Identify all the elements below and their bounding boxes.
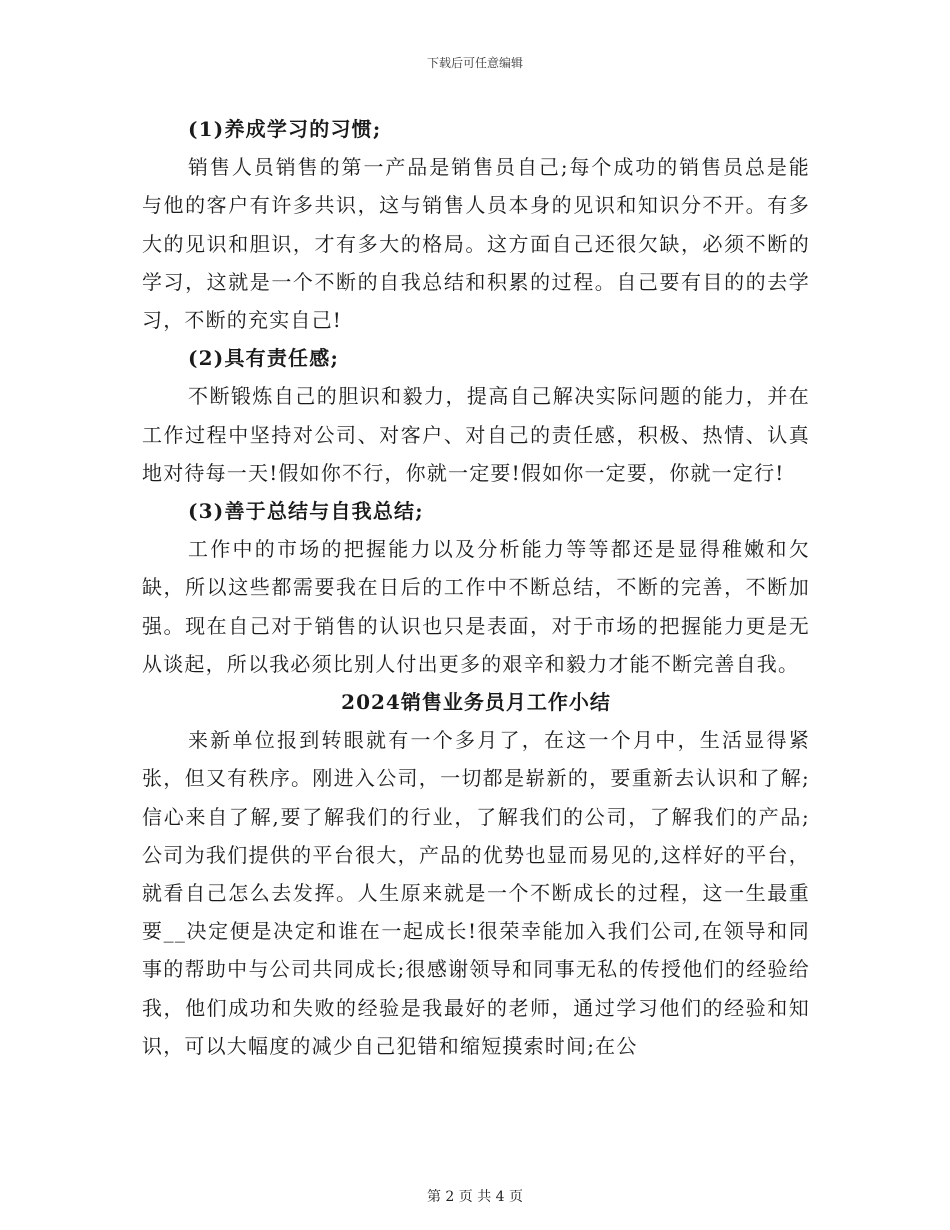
document-body [142, 110, 810, 1065]
article-title: 2024销售业务员月工作小结 [341, 690, 611, 715]
article-paragraph: 来新单位报到转眼就有一个多月了，在这一个月中，生活显得紧张，但又有秩序。刚进入公司，一切都是崭新的，要重新去认识和了解;信心来自了解,要了解我们的行业，了解我们的公司，了解我们的产品;公司为我们提供的平台很大，产品的优势也显而易见的,这样好的平台，就看自己怎么去发挥。人生原来就是一个不断成长的过程，这一生最重要__决定便是决定和谁在一起成长!很荣幸能加入我们公司,在领导和同事的帮助中与公司共同成长;很感谢领导和同事无私的传授他们的经验给我，他们成功和失败的经验是我最好的老师，通过学习他们的经验和知识，可以大幅度的减少自己犯错和缩短摸索时间;在公 [142, 728, 810, 1058]
section-heading-3: (3)善于总结与自我总结; [188, 499, 424, 524]
section-paragraph-2: 不断锻炼自己的胆识和毅力，提高自己解决实际问题的能力，并在工作过程中坚持对公司、对客户、对自己的责任感，积极、热情、认真地对待每一天!假如你不行，你就一定要!假如你一定要，你就一定行! [142, 384, 810, 485]
section-paragraph-3: 工作中的市场的把握能力以及分析能力等等都还是显得稚嫩和欠缺，所以这些都需要我在日后的工作中不断总结，不断的完善，不断加强。现在自己对于销售的认识也只是表面，对于市场的把握能力更是无从谈起，所以我必须比别人付出更多的艰辛和毅力才能不断完善自我。 [142, 537, 810, 676]
section-heading-2: (2)具有责任感; [188, 346, 340, 371]
section-heading-1: (1)养成学习的习惯; [188, 117, 382, 141]
page-number: 第 2 页 共 4 页 [426, 1189, 524, 1205]
page-header-note: 下载后可任意编辑 [426, 56, 523, 70]
section-paragraph-1: 销售人员销售的第一产品是销售员自己;每个成功的销售员总是能与他的客户有许多共识，这与销售人员本身的见识和知识分不开。有多大的见识和胆识，才有多大的格局。这方面自己还很欠缺，必须不断的学习，这就是一个不断的自我总结和积累的过程。自己要有目的的去学习，不断的充实自己! [142, 155, 810, 333]
